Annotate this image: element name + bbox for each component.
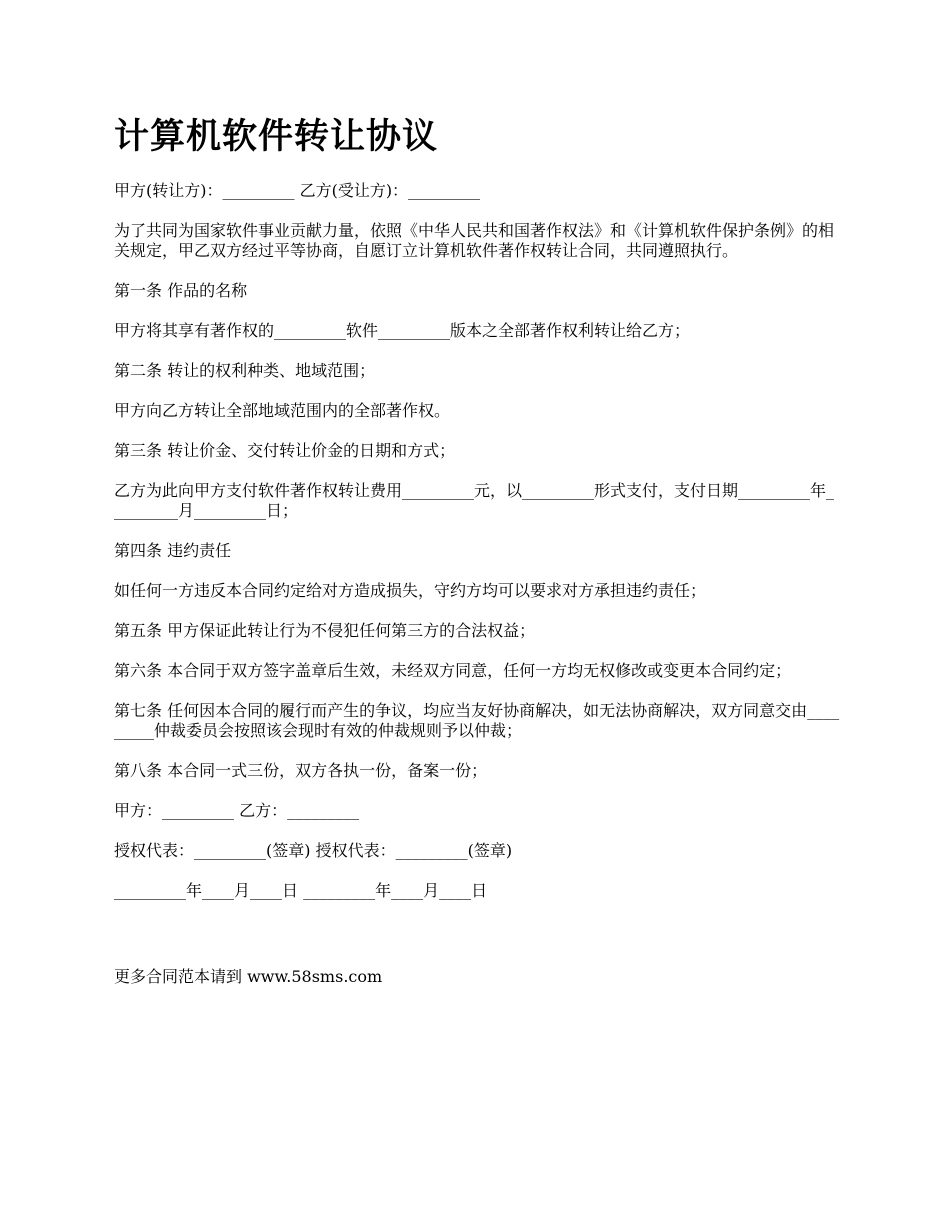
footer-note: 更多合同范本请到 www.58sms.com [114, 967, 383, 986]
article-3-body: 乙方为此向甲方支付软件著作权转让费用_________元，以_________形式支付，支付日期_________年_________月_________日； [114, 481, 835, 520]
article-8: 第八条 本合同一式三份，双方各执一份，备案一份； [114, 761, 488, 780]
article-2-body: 甲方向乙方转让全部地域范围内的全部著作权。 [114, 401, 451, 420]
article-4-heading: 第四条 违约责任 [114, 541, 232, 560]
signature-parties-line: 甲方：_________ 乙方：_________ [114, 801, 360, 820]
footer-spacer [114, 921, 840, 967]
article-5: 第五条 甲方保证此转让行为不侵犯任何第三方的合法权益； [114, 621, 536, 640]
article-7: 第七条 任何因本合同的履行而产生的争议，均应当友好协商解决，如无法协商解决，双方同意交由_________仲裁委员会按照该会现时有效的仲裁规则予以仲裁； [114, 701, 840, 740]
article-6: 第六条 本合同于双方签字盖章后生效，未经双方同意，任何一方均无权修改或变更本合同约定； [114, 661, 792, 680]
contract-document [114, 112, 840, 1007]
article-1-heading: 第一条 作品的名称 [114, 281, 248, 300]
article-4-body: 如任何一方违反本合同约定给对方造成损失，守约方均可以要求对方承担违约责任； [114, 581, 707, 600]
signature-date-line: _________年____月____日 _________年____月____日 [114, 881, 488, 900]
authorized-representative-line: 授权代表：_________(签章) 授权代表：_________(签章) [114, 841, 513, 860]
document-title: 计算机软件转让协议 [114, 117, 439, 157]
parties-line: 甲方(转让方)：_________ 乙方(受让方)：_________ [114, 181, 481, 200]
preamble-paragraph: 为了共同为国家软件事业贡献力量，依照《中华人民共和国著作权法》和《计算机软件保护条例》的相关规定，甲乙双方经过平等协商，自愿订立计算机软件著作权转让合同，共同遵照执行。 [114, 221, 835, 260]
article-1-body: 甲方将其享有著作权的_________软件_________版本之全部著作权利转让给乙方； [114, 321, 691, 340]
article-2-heading: 第二条 转让的权利种类、地域范围； [114, 361, 376, 380]
article-3-heading: 第三条 转让价金、交付转让价金的日期和方式； [114, 441, 456, 460]
